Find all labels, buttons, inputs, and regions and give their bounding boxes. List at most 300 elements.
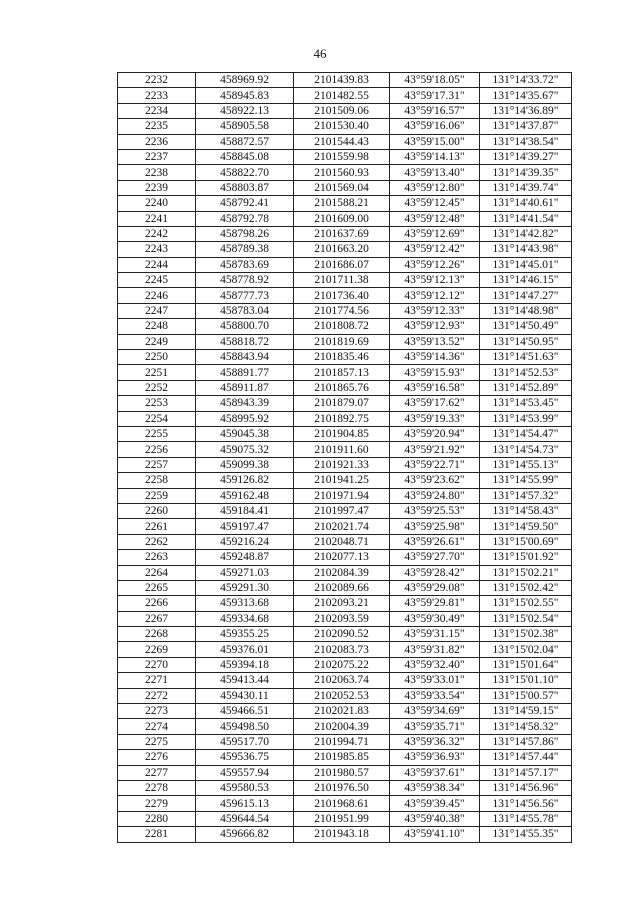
point-number-cell: 2268 bbox=[118, 627, 196, 642]
latitude-cell: 43°59'28.42" bbox=[390, 565, 480, 580]
y-coordinate-cell: 2101921.33 bbox=[294, 457, 390, 472]
y-coordinate-cell: 2101976.50 bbox=[294, 780, 390, 795]
latitude-cell: 43°59'13.52" bbox=[390, 334, 480, 349]
x-coordinate-cell: 458777.73 bbox=[196, 288, 294, 303]
latitude-cell: 43°59'12.93" bbox=[390, 319, 480, 334]
point-number-cell: 2270 bbox=[118, 657, 196, 672]
table-row bbox=[118, 750, 572, 765]
point-number-cell: 2248 bbox=[118, 319, 196, 334]
y-coordinate-cell: 2101941.25 bbox=[294, 473, 390, 488]
x-coordinate-cell: 459248.87 bbox=[196, 550, 294, 565]
y-coordinate-cell: 2102048.71 bbox=[294, 534, 390, 549]
latitude-cell: 43°59'12.33" bbox=[390, 303, 480, 318]
latitude-cell: 43°59'12.12" bbox=[390, 288, 480, 303]
y-coordinate-cell: 2101663.20 bbox=[294, 242, 390, 257]
longitude-cell: 131°14'33.72" bbox=[480, 73, 572, 88]
longitude-cell: 131°14'47.27" bbox=[480, 288, 572, 303]
point-number-cell: 2263 bbox=[118, 550, 196, 565]
longitude-cell: 131°15'02.04" bbox=[480, 642, 572, 657]
longitude-cell: 131°15'01.10" bbox=[480, 673, 572, 688]
table-row bbox=[118, 380, 572, 395]
point-number-cell: 2233 bbox=[118, 88, 196, 103]
y-coordinate-cell: 2101892.75 bbox=[294, 411, 390, 426]
table-row bbox=[118, 811, 572, 826]
x-coordinate-cell: 458843.94 bbox=[196, 350, 294, 365]
point-number-cell: 2264 bbox=[118, 565, 196, 580]
longitude-cell: 131°14'50.95" bbox=[480, 334, 572, 349]
x-coordinate-cell: 459615.13 bbox=[196, 796, 294, 811]
x-coordinate-cell: 459197.47 bbox=[196, 519, 294, 534]
table-row bbox=[118, 242, 572, 257]
latitude-cell: 43°59'37.61" bbox=[390, 765, 480, 780]
x-coordinate-cell: 458905.58 bbox=[196, 119, 294, 134]
x-coordinate-cell: 458969.92 bbox=[196, 73, 294, 88]
latitude-cell: 43°59'29.81" bbox=[390, 596, 480, 611]
y-coordinate-cell: 2101904.85 bbox=[294, 426, 390, 441]
latitude-cell: 43°59'20.94" bbox=[390, 426, 480, 441]
longitude-cell: 131°14'53.99" bbox=[480, 411, 572, 426]
longitude-cell: 131°15'01.64" bbox=[480, 657, 572, 672]
longitude-cell: 131°14'50.49" bbox=[480, 319, 572, 334]
y-coordinate-cell: 2101439.83 bbox=[294, 73, 390, 88]
x-coordinate-cell: 458783.04 bbox=[196, 303, 294, 318]
longitude-cell: 131°14'35.67" bbox=[480, 88, 572, 103]
point-number-cell: 2240 bbox=[118, 196, 196, 211]
latitude-cell: 43°59'14.36" bbox=[390, 350, 480, 365]
latitude-cell: 43°59'35.71" bbox=[390, 719, 480, 734]
table-row bbox=[118, 273, 572, 288]
x-coordinate-cell: 458872.57 bbox=[196, 134, 294, 149]
longitude-cell: 131°14'54.73" bbox=[480, 442, 572, 457]
table-row bbox=[118, 165, 572, 180]
longitude-cell: 131°14'56.56" bbox=[480, 796, 572, 811]
point-number-cell: 2247 bbox=[118, 303, 196, 318]
x-coordinate-cell: 459666.82 bbox=[196, 827, 294, 842]
x-coordinate-cell: 459184.41 bbox=[196, 503, 294, 518]
table-row bbox=[118, 673, 572, 688]
table-row bbox=[118, 534, 572, 549]
longitude-cell: 131°14'52.53" bbox=[480, 365, 572, 380]
y-coordinate-cell: 2101560.93 bbox=[294, 165, 390, 180]
latitude-cell: 43°59'36.93" bbox=[390, 750, 480, 765]
y-coordinate-cell: 2101509.06 bbox=[294, 103, 390, 118]
y-coordinate-cell: 2101879.07 bbox=[294, 396, 390, 411]
y-coordinate-cell: 2101544.43 bbox=[294, 134, 390, 149]
y-coordinate-cell: 2102004.39 bbox=[294, 719, 390, 734]
point-number-cell: 2249 bbox=[118, 334, 196, 349]
x-coordinate-cell: 459162.48 bbox=[196, 488, 294, 503]
point-number-cell: 2275 bbox=[118, 734, 196, 749]
longitude-cell: 131°14'39.35" bbox=[480, 165, 572, 180]
point-number-cell: 2269 bbox=[118, 642, 196, 657]
table-row bbox=[118, 642, 572, 657]
point-number-cell: 2277 bbox=[118, 765, 196, 780]
longitude-cell: 131°14'59.15" bbox=[480, 704, 572, 719]
latitude-cell: 43°59'16.58" bbox=[390, 380, 480, 395]
longitude-cell: 131°14'57.32" bbox=[480, 488, 572, 503]
y-coordinate-cell: 2102021.83 bbox=[294, 704, 390, 719]
point-number-cell: 2274 bbox=[118, 719, 196, 734]
table-row bbox=[118, 796, 572, 811]
latitude-cell: 43°59'12.42" bbox=[390, 242, 480, 257]
table-row bbox=[118, 519, 572, 534]
latitude-cell: 43°59'27.70" bbox=[390, 550, 480, 565]
longitude-cell: 131°14'55.99" bbox=[480, 473, 572, 488]
y-coordinate-cell: 2101994.71 bbox=[294, 734, 390, 749]
longitude-cell: 131°14'55.35" bbox=[480, 827, 572, 842]
x-coordinate-cell: 458803.87 bbox=[196, 180, 294, 195]
y-coordinate-cell: 2101943.18 bbox=[294, 827, 390, 842]
table-row bbox=[118, 473, 572, 488]
x-coordinate-cell: 459644.54 bbox=[196, 811, 294, 826]
point-number-cell: 2262 bbox=[118, 534, 196, 549]
longitude-cell: 131°15'02.54" bbox=[480, 611, 572, 626]
y-coordinate-cell: 2101736.40 bbox=[294, 288, 390, 303]
x-coordinate-cell: 459075.32 bbox=[196, 442, 294, 457]
y-coordinate-cell: 2101637.69 bbox=[294, 226, 390, 241]
y-coordinate-cell: 2101968.61 bbox=[294, 796, 390, 811]
latitude-cell: 43°59'31.15" bbox=[390, 627, 480, 642]
y-coordinate-cell: 2102089.66 bbox=[294, 580, 390, 595]
y-coordinate-cell: 2102093.59 bbox=[294, 611, 390, 626]
table-row bbox=[118, 565, 572, 580]
table-row bbox=[118, 226, 572, 241]
latitude-cell: 43°59'18.05" bbox=[390, 73, 480, 88]
coordinates-table bbox=[117, 72, 572, 843]
point-number-cell: 2238 bbox=[118, 165, 196, 180]
longitude-cell: 131°14'57.17" bbox=[480, 765, 572, 780]
point-number-cell: 2266 bbox=[118, 596, 196, 611]
latitude-cell: 43°59'16.57" bbox=[390, 103, 480, 118]
x-coordinate-cell: 459216.24 bbox=[196, 534, 294, 549]
x-coordinate-cell: 458800.70 bbox=[196, 319, 294, 334]
point-number-cell: 2235 bbox=[118, 119, 196, 134]
point-number-cell: 2241 bbox=[118, 211, 196, 226]
longitude-cell: 131°14'58.32" bbox=[480, 719, 572, 734]
latitude-cell: 43°59'15.00" bbox=[390, 134, 480, 149]
table-row bbox=[118, 365, 572, 380]
y-coordinate-cell: 2101835.46 bbox=[294, 350, 390, 365]
x-coordinate-cell: 459291.30 bbox=[196, 580, 294, 595]
longitude-cell: 131°14'56.96" bbox=[480, 780, 572, 795]
table-row bbox=[118, 704, 572, 719]
page-number: 46 bbox=[313, 46, 327, 61]
x-coordinate-cell: 459498.50 bbox=[196, 719, 294, 734]
x-coordinate-cell: 459557.94 bbox=[196, 765, 294, 780]
table-row bbox=[118, 503, 572, 518]
longitude-cell: 131°15'00.57" bbox=[480, 688, 572, 703]
table-row bbox=[118, 88, 572, 103]
x-coordinate-cell: 458945.83 bbox=[196, 88, 294, 103]
point-number-cell: 2261 bbox=[118, 519, 196, 534]
table-row bbox=[118, 288, 572, 303]
latitude-cell: 43°59'40.38" bbox=[390, 811, 480, 826]
longitude-cell: 131°15'01.92" bbox=[480, 550, 572, 565]
table-row bbox=[118, 211, 572, 226]
y-coordinate-cell: 2101686.07 bbox=[294, 257, 390, 272]
latitude-cell: 43°59'19.33" bbox=[390, 411, 480, 426]
x-coordinate-cell: 458943.39 bbox=[196, 396, 294, 411]
latitude-cell: 43°59'12.48" bbox=[390, 211, 480, 226]
y-coordinate-cell: 2101530.40 bbox=[294, 119, 390, 134]
longitude-cell: 131°14'53.45" bbox=[480, 396, 572, 411]
point-number-cell: 2252 bbox=[118, 380, 196, 395]
point-number-cell: 2246 bbox=[118, 288, 196, 303]
latitude-cell: 43°59'12.26" bbox=[390, 257, 480, 272]
point-number-cell: 2267 bbox=[118, 611, 196, 626]
point-number-cell: 2272 bbox=[118, 688, 196, 703]
point-number-cell: 2250 bbox=[118, 350, 196, 365]
y-coordinate-cell: 2101774.56 bbox=[294, 303, 390, 318]
x-coordinate-cell: 458818.72 bbox=[196, 334, 294, 349]
y-coordinate-cell: 2101951.99 bbox=[294, 811, 390, 826]
latitude-cell: 43°59'33.01" bbox=[390, 673, 480, 688]
point-number-cell: 2257 bbox=[118, 457, 196, 472]
point-number-cell: 2234 bbox=[118, 103, 196, 118]
x-coordinate-cell: 458792.78 bbox=[196, 211, 294, 226]
latitude-cell: 43°59'17.31" bbox=[390, 88, 480, 103]
latitude-cell: 43°59'33.54" bbox=[390, 688, 480, 703]
point-number-cell: 2258 bbox=[118, 473, 196, 488]
latitude-cell: 43°59'12.13" bbox=[390, 273, 480, 288]
latitude-cell: 43°59'16.06" bbox=[390, 119, 480, 134]
y-coordinate-cell: 2102021.74 bbox=[294, 519, 390, 534]
x-coordinate-cell: 459099.38 bbox=[196, 457, 294, 472]
y-coordinate-cell: 2102093.21 bbox=[294, 596, 390, 611]
x-coordinate-cell: 458783.69 bbox=[196, 257, 294, 272]
table-row bbox=[118, 734, 572, 749]
table-row bbox=[118, 657, 572, 672]
longitude-cell: 131°14'41.54" bbox=[480, 211, 572, 226]
latitude-cell: 43°59'30.49" bbox=[390, 611, 480, 626]
table-row bbox=[118, 827, 572, 842]
table-row bbox=[118, 257, 572, 272]
longitude-cell: 131°14'51.63" bbox=[480, 350, 572, 365]
x-coordinate-cell: 458995.92 bbox=[196, 411, 294, 426]
point-number-cell: 2253 bbox=[118, 396, 196, 411]
table-row bbox=[118, 180, 572, 195]
point-number-cell: 2239 bbox=[118, 180, 196, 195]
latitude-cell: 43°59'25.53" bbox=[390, 503, 480, 518]
latitude-cell: 43°59'38.34" bbox=[390, 780, 480, 795]
x-coordinate-cell: 458792.41 bbox=[196, 196, 294, 211]
latitude-cell: 43°59'12.45" bbox=[390, 196, 480, 211]
point-number-cell: 2251 bbox=[118, 365, 196, 380]
point-number-cell: 2281 bbox=[118, 827, 196, 842]
y-coordinate-cell: 2101588.21 bbox=[294, 196, 390, 211]
y-coordinate-cell: 2101569.04 bbox=[294, 180, 390, 195]
table-row bbox=[118, 780, 572, 795]
x-coordinate-cell: 459271.03 bbox=[196, 565, 294, 580]
table-row bbox=[118, 119, 572, 134]
x-coordinate-cell: 459517.70 bbox=[196, 734, 294, 749]
latitude-cell: 43°59'36.32" bbox=[390, 734, 480, 749]
longitude-cell: 131°15'00.69" bbox=[480, 534, 572, 549]
point-number-cell: 2271 bbox=[118, 673, 196, 688]
x-coordinate-cell: 459536.75 bbox=[196, 750, 294, 765]
x-coordinate-cell: 458798.26 bbox=[196, 226, 294, 241]
table-row bbox=[118, 319, 572, 334]
x-coordinate-cell: 459394.18 bbox=[196, 657, 294, 672]
table-row bbox=[118, 350, 572, 365]
longitude-cell: 131°14'59.50" bbox=[480, 519, 572, 534]
x-coordinate-cell: 459430.11 bbox=[196, 688, 294, 703]
y-coordinate-cell: 2102084.39 bbox=[294, 565, 390, 580]
point-number-cell: 2276 bbox=[118, 750, 196, 765]
latitude-cell: 43°59'21.92" bbox=[390, 442, 480, 457]
y-coordinate-cell: 2102063.74 bbox=[294, 673, 390, 688]
longitude-cell: 131°14'45.01" bbox=[480, 257, 572, 272]
point-number-cell: 2245 bbox=[118, 273, 196, 288]
x-coordinate-cell: 459355.25 bbox=[196, 627, 294, 642]
table-row bbox=[118, 103, 572, 118]
point-number-cell: 2232 bbox=[118, 73, 196, 88]
y-coordinate-cell: 2101559.98 bbox=[294, 149, 390, 164]
latitude-cell: 43°59'22.71" bbox=[390, 457, 480, 472]
x-coordinate-cell: 458845.08 bbox=[196, 149, 294, 164]
table-row bbox=[118, 134, 572, 149]
x-coordinate-cell: 458822.70 bbox=[196, 165, 294, 180]
table-row bbox=[118, 627, 572, 642]
y-coordinate-cell: 2101808.72 bbox=[294, 319, 390, 334]
y-coordinate-cell: 2101911.60 bbox=[294, 442, 390, 457]
latitude-cell: 43°59'41.10" bbox=[390, 827, 480, 842]
longitude-cell: 131°14'52.89" bbox=[480, 380, 572, 395]
point-number-cell: 2237 bbox=[118, 149, 196, 164]
table-row bbox=[118, 488, 572, 503]
table-row bbox=[118, 334, 572, 349]
y-coordinate-cell: 2102052.53 bbox=[294, 688, 390, 703]
y-coordinate-cell: 2102075.22 bbox=[294, 657, 390, 672]
latitude-cell: 43°59'29.08" bbox=[390, 580, 480, 595]
y-coordinate-cell: 2102077.13 bbox=[294, 550, 390, 565]
latitude-cell: 43°59'25.98" bbox=[390, 519, 480, 534]
latitude-cell: 43°59'31.82" bbox=[390, 642, 480, 657]
longitude-cell: 131°14'37.87" bbox=[480, 119, 572, 134]
x-coordinate-cell: 459313.68 bbox=[196, 596, 294, 611]
point-number-cell: 2260 bbox=[118, 503, 196, 518]
longitude-cell: 131°14'36.89" bbox=[480, 103, 572, 118]
table-row bbox=[118, 457, 572, 472]
x-coordinate-cell: 458778.92 bbox=[196, 273, 294, 288]
point-number-cell: 2256 bbox=[118, 442, 196, 457]
latitude-cell: 43°59'23.62" bbox=[390, 473, 480, 488]
y-coordinate-cell: 2101819.69 bbox=[294, 334, 390, 349]
y-coordinate-cell: 2101857.13 bbox=[294, 365, 390, 380]
table-row bbox=[118, 303, 572, 318]
point-number-cell: 2259 bbox=[118, 488, 196, 503]
longitude-cell: 131°14'55.13" bbox=[480, 457, 572, 472]
latitude-cell: 43°59'39.45" bbox=[390, 796, 480, 811]
longitude-cell: 131°14'42.82" bbox=[480, 226, 572, 241]
longitude-cell: 131°14'39.27" bbox=[480, 149, 572, 164]
x-coordinate-cell: 459466.51 bbox=[196, 704, 294, 719]
x-coordinate-cell: 459376.01 bbox=[196, 642, 294, 657]
longitude-cell: 131°15'02.42" bbox=[480, 580, 572, 595]
x-coordinate-cell: 459126.82 bbox=[196, 473, 294, 488]
latitude-cell: 43°59'26.61" bbox=[390, 534, 480, 549]
point-number-cell: 2278 bbox=[118, 780, 196, 795]
latitude-cell: 43°59'12.69" bbox=[390, 226, 480, 241]
x-coordinate-cell: 458789.38 bbox=[196, 242, 294, 257]
y-coordinate-cell: 2101985.85 bbox=[294, 750, 390, 765]
y-coordinate-cell: 2101865.76 bbox=[294, 380, 390, 395]
point-number-cell: 2280 bbox=[118, 811, 196, 826]
table-row bbox=[118, 73, 572, 88]
point-number-cell: 2279 bbox=[118, 796, 196, 811]
x-coordinate-cell: 458891.77 bbox=[196, 365, 294, 380]
y-coordinate-cell: 2101980.57 bbox=[294, 765, 390, 780]
point-number-cell: 2254 bbox=[118, 411, 196, 426]
latitude-cell: 43°59'34.69" bbox=[390, 704, 480, 719]
point-number-cell: 2236 bbox=[118, 134, 196, 149]
longitude-cell: 131°14'57.44" bbox=[480, 750, 572, 765]
y-coordinate-cell: 2101997.47 bbox=[294, 503, 390, 518]
point-number-cell: 2273 bbox=[118, 704, 196, 719]
y-coordinate-cell: 2102083.73 bbox=[294, 642, 390, 657]
point-number-cell: 2243 bbox=[118, 242, 196, 257]
table-row bbox=[118, 411, 572, 426]
table-row bbox=[118, 426, 572, 441]
y-coordinate-cell: 2101971.94 bbox=[294, 488, 390, 503]
table-row bbox=[118, 149, 572, 164]
longitude-cell: 131°14'57.86" bbox=[480, 734, 572, 749]
latitude-cell: 43°59'15.93" bbox=[390, 365, 480, 380]
y-coordinate-cell: 2101711.38 bbox=[294, 273, 390, 288]
longitude-cell: 131°14'43.98" bbox=[480, 242, 572, 257]
coordinates-table-body bbox=[118, 73, 572, 843]
table-row bbox=[118, 688, 572, 703]
longitude-cell: 131°14'46.15" bbox=[480, 273, 572, 288]
longitude-cell: 131°14'48.98" bbox=[480, 303, 572, 318]
latitude-cell: 43°59'14.13" bbox=[390, 149, 480, 164]
longitude-cell: 131°14'55.78" bbox=[480, 811, 572, 826]
y-coordinate-cell: 2101482.55 bbox=[294, 88, 390, 103]
x-coordinate-cell: 459413.44 bbox=[196, 673, 294, 688]
latitude-cell: 43°59'12.80" bbox=[390, 180, 480, 195]
table-row bbox=[118, 196, 572, 211]
table-row bbox=[118, 596, 572, 611]
latitude-cell: 43°59'32.40" bbox=[390, 657, 480, 672]
table-row bbox=[118, 719, 572, 734]
longitude-cell: 131°14'39.74" bbox=[480, 180, 572, 195]
longitude-cell: 131°14'40.61" bbox=[480, 196, 572, 211]
table-row bbox=[118, 611, 572, 626]
longitude-cell: 131°14'58.43" bbox=[480, 503, 572, 518]
longitude-cell: 131°14'54.47" bbox=[480, 426, 572, 441]
latitude-cell: 43°59'24.80" bbox=[390, 488, 480, 503]
x-coordinate-cell: 458911.87 bbox=[196, 380, 294, 395]
longitude-cell: 131°14'38.54" bbox=[480, 134, 572, 149]
longitude-cell: 131°15'02.38" bbox=[480, 627, 572, 642]
table-row bbox=[118, 396, 572, 411]
table-row bbox=[118, 550, 572, 565]
x-coordinate-cell: 459580.53 bbox=[196, 780, 294, 795]
x-coordinate-cell: 459334.68 bbox=[196, 611, 294, 626]
longitude-cell: 131°15'02.21" bbox=[480, 565, 572, 580]
point-number-cell: 2265 bbox=[118, 580, 196, 595]
point-number-cell: 2242 bbox=[118, 226, 196, 241]
latitude-cell: 43°59'13.40" bbox=[390, 165, 480, 180]
latitude-cell: 43°59'17.62" bbox=[390, 396, 480, 411]
point-number-cell: 2244 bbox=[118, 257, 196, 272]
x-coordinate-cell: 459045.38 bbox=[196, 426, 294, 441]
table-row bbox=[118, 765, 572, 780]
point-number-cell: 2255 bbox=[118, 426, 196, 441]
y-coordinate-cell: 2102090.52 bbox=[294, 627, 390, 642]
table-row bbox=[118, 580, 572, 595]
x-coordinate-cell: 458922.13 bbox=[196, 103, 294, 118]
